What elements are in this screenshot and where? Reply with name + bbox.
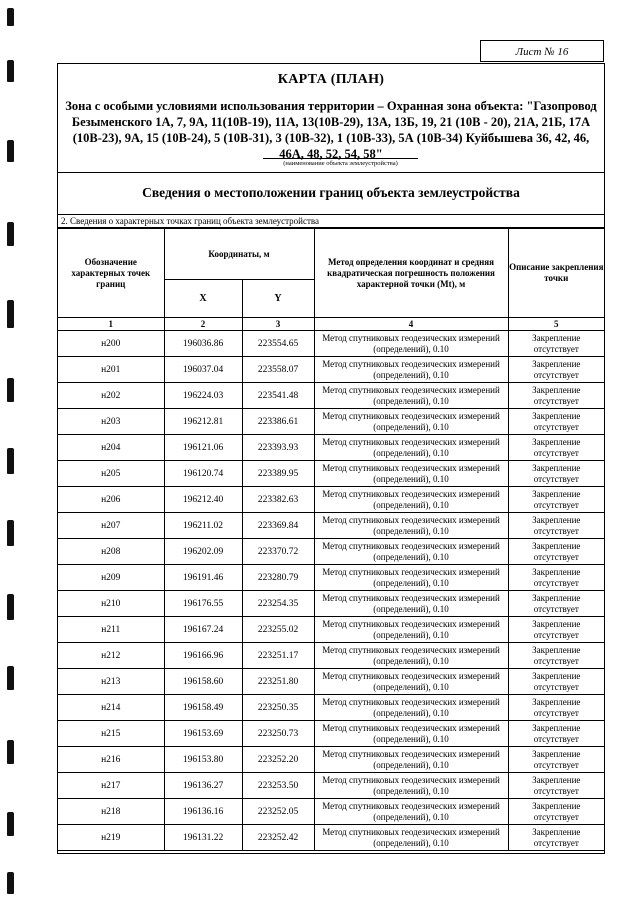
cell-point: н205 <box>58 461 164 487</box>
cell-point: н202 <box>58 383 164 409</box>
cell-method: Метод спутниковых геодезических измерений (определений), 0.10 <box>314 435 508 461</box>
table-row <box>58 643 604 669</box>
subsection-title: 2. Сведения о характерных точках границ объекта землеустройства <box>58 215 604 228</box>
cell-x: 196211.02 <box>164 513 242 539</box>
header-x: X <box>164 280 242 318</box>
cell-x: 196176.55 <box>164 591 242 617</box>
points-table-body <box>58 331 604 851</box>
column-index: 5 <box>508 318 604 331</box>
cell-y: 223554.65 <box>242 331 314 357</box>
cell-x: 196136.16 <box>164 799 242 825</box>
cell-point: н217 <box>58 773 164 799</box>
cell-method: Метод спутниковых геодезических измерений (определений), 0.10 <box>314 669 508 695</box>
binding-mark <box>7 740 14 764</box>
cell-point: н203 <box>58 409 164 435</box>
header-coords: Координаты, м <box>164 229 314 280</box>
cell-x: 196167.24 <box>164 617 242 643</box>
cell-x: 196121.06 <box>164 435 242 461</box>
cell-point: н211 <box>58 617 164 643</box>
cell-description: Закрепление отсутствует <box>508 591 604 617</box>
table-row <box>58 747 604 773</box>
cell-description: Закрепление отсутствует <box>508 487 604 513</box>
table-row <box>58 695 604 721</box>
cell-point: н219 <box>58 825 164 851</box>
column-index: 4 <box>314 318 508 331</box>
cell-description: Закрепление отсутствует <box>508 435 604 461</box>
cell-description: Закрепление отсутствует <box>508 357 604 383</box>
section-title: Сведения о местоположении границ объекта землеустройства <box>58 174 604 215</box>
cell-point: н218 <box>58 799 164 825</box>
cell-description: Закрепление отсутствует <box>508 409 604 435</box>
cell-y: 223393.93 <box>242 435 314 461</box>
sheet-number: Лист № 16 <box>480 40 604 62</box>
table-row <box>58 487 604 513</box>
cell-x: 196158.49 <box>164 695 242 721</box>
table-row <box>58 825 604 851</box>
cell-y: 223541.48 <box>242 383 314 409</box>
binding-mark <box>7 60 14 82</box>
cell-y: 223250.35 <box>242 695 314 721</box>
table-row <box>58 565 604 591</box>
table-row <box>58 669 604 695</box>
binding-mark <box>7 448 14 474</box>
object-caption: (наименование объекта землеустройства) <box>263 158 418 168</box>
cell-x: 196037.04 <box>164 357 242 383</box>
cell-method: Метод спутниковых геодезических измерений (определений), 0.10 <box>314 331 508 357</box>
header-description: Описание закрепления точки <box>508 229 604 318</box>
cell-y: 223280.79 <box>242 565 314 591</box>
cell-description: Закрепление отсутствует <box>508 461 604 487</box>
cell-method: Метод спутниковых геодезических измерений (определений), 0.10 <box>314 617 508 643</box>
cell-method: Метод спутниковых геодезических измерений (определений), 0.10 <box>314 461 508 487</box>
cell-x: 196212.81 <box>164 409 242 435</box>
binding-mark <box>7 666 14 690</box>
cell-description: Закрепление отсутствует <box>508 513 604 539</box>
cell-method: Метод спутниковых геодезических измерений (определений), 0.10 <box>314 825 508 851</box>
column-index: 3 <box>242 318 314 331</box>
table-row <box>58 591 604 617</box>
cell-y: 223251.17 <box>242 643 314 669</box>
cell-y: 223369.84 <box>242 513 314 539</box>
cell-x: 196224.03 <box>164 383 242 409</box>
binding-mark <box>7 378 14 402</box>
table-row <box>58 383 604 409</box>
cell-point: н215 <box>58 721 164 747</box>
cell-description: Закрепление отсутствует <box>508 669 604 695</box>
cell-method: Метод спутниковых геодезических измерений (определений), 0.10 <box>314 487 508 513</box>
cell-point: н207 <box>58 513 164 539</box>
cell-method: Метод спутниковых геодезических измерений (определений), 0.10 <box>314 643 508 669</box>
cell-method: Метод спутниковых геодезических измерений (определений), 0.10 <box>314 357 508 383</box>
cell-method: Метод спутниковых геодезических измерений (определений), 0.10 <box>314 513 508 539</box>
cell-description: Закрепление отсутствует <box>508 539 604 565</box>
header-method: Метод определения координат и средняя квадратическая погрешность положения характерной точки (Mt), м <box>314 229 508 318</box>
cell-y: 223370.72 <box>242 539 314 565</box>
cell-description: Закрепление отсутствует <box>508 825 604 851</box>
table-row <box>58 799 604 825</box>
cell-point: н214 <box>58 695 164 721</box>
cell-y: 223251.80 <box>242 669 314 695</box>
points-table <box>58 228 604 851</box>
cell-description: Закрепление отсутствует <box>508 617 604 643</box>
table-row <box>58 435 604 461</box>
cell-point: н209 <box>58 565 164 591</box>
cell-point: н216 <box>58 747 164 773</box>
cell-point: н206 <box>58 487 164 513</box>
cell-method: Метод спутниковых геодезических измерений (определений), 0.10 <box>314 383 508 409</box>
cell-y: 223389.95 <box>242 461 314 487</box>
cell-point: н212 <box>58 643 164 669</box>
cell-method: Метод спутниковых геодезических измерений (определений), 0.10 <box>314 695 508 721</box>
cell-method: Метод спутниковых геодезических измерений (определений), 0.10 <box>314 721 508 747</box>
cell-x: 196202.09 <box>164 539 242 565</box>
table-row <box>58 409 604 435</box>
binding-mark <box>7 222 14 246</box>
binding-mark <box>7 140 14 162</box>
binding-mark <box>7 8 14 26</box>
document-header <box>58 64 604 173</box>
cell-description: Закрепление отсутствует <box>508 747 604 773</box>
document-subtitle: Зона с особыми условиями использования территории – Охранная зона объекта: "Газопровод Безыменского 1А, 7, 9А, 11(10В-19), 11А, 13(10В-29), 13А, 13Б, 19, 21 (10В - 20), 21А, 21Б, 17А (10В-23), 9А, 15 (10В-24), 5 (10В-31), 3 (10В-32), 1 (10В-33), 5А (10В-34) Куйбышева 36, 42, 46, 46А, 48, 52, 54, 58" <box>65 99 597 161</box>
cell-y: 223250.73 <box>242 721 314 747</box>
cell-description: Закрепление отсутствует <box>508 643 604 669</box>
cell-y: 223558.07 <box>242 357 314 383</box>
table-row <box>58 331 604 357</box>
cell-method: Метод спутниковых геодезических измерений (определений), 0.10 <box>314 591 508 617</box>
cell-x: 196131.22 <box>164 825 242 851</box>
cell-y: 223252.42 <box>242 825 314 851</box>
cell-point: н208 <box>58 539 164 565</box>
cell-description: Закрепление отсутствует <box>508 565 604 591</box>
cell-y: 223255.02 <box>242 617 314 643</box>
cell-description: Закрепление отсутствует <box>508 799 604 825</box>
table-row <box>58 773 604 799</box>
header-point: Обозначение характерных точек границ <box>58 229 164 318</box>
cell-method: Метод спутниковых геодезических измерений (определений), 0.10 <box>314 409 508 435</box>
document-frame <box>57 63 605 854</box>
cell-description: Закрепление отсутствует <box>508 695 604 721</box>
cell-y: 223252.05 <box>242 799 314 825</box>
table-row <box>58 513 604 539</box>
cell-description: Закрепление отсутствует <box>508 721 604 747</box>
cell-point: н200 <box>58 331 164 357</box>
cell-x: 196212.40 <box>164 487 242 513</box>
cell-x: 196120.74 <box>164 461 242 487</box>
cell-point: н204 <box>58 435 164 461</box>
document-title: КАРТА (ПЛАН) <box>277 72 385 87</box>
cell-y: 223252.20 <box>242 747 314 773</box>
cell-point: н201 <box>58 357 164 383</box>
table-row <box>58 357 604 383</box>
cell-x: 196153.69 <box>164 721 242 747</box>
column-index: 1 <box>58 318 164 331</box>
cell-x: 196191.46 <box>164 565 242 591</box>
cell-y: 223253.50 <box>242 773 314 799</box>
table-row <box>58 461 604 487</box>
binding-mark <box>7 520 14 546</box>
cell-method: Метод спутниковых геодезических измерений (определений), 0.10 <box>314 799 508 825</box>
cell-x: 196136.27 <box>164 773 242 799</box>
binding-holes <box>0 0 30 905</box>
cell-description: Закрепление отсутствует <box>508 773 604 799</box>
table-row <box>58 721 604 747</box>
cell-y: 223382.63 <box>242 487 314 513</box>
binding-mark <box>7 872 14 894</box>
table-row <box>58 539 604 565</box>
cell-point: н213 <box>58 669 164 695</box>
cell-method: Метод спутниковых геодезических измерений (определений), 0.10 <box>314 747 508 773</box>
cell-x: 196036.86 <box>164 331 242 357</box>
cell-description: Закрепление отсутствует <box>508 331 604 357</box>
cell-method: Метод спутниковых геодезических измерений (определений), 0.10 <box>314 565 508 591</box>
cell-description: Закрепление отсутствует <box>508 383 604 409</box>
cell-x: 196166.96 <box>164 643 242 669</box>
binding-mark <box>7 812 14 836</box>
cell-point: н210 <box>58 591 164 617</box>
cell-x: 196153.80 <box>164 747 242 773</box>
column-index: 2 <box>164 318 242 331</box>
cell-method: Метод спутниковых геодезических измерений (определений), 0.10 <box>314 773 508 799</box>
cell-y: 223254.35 <box>242 591 314 617</box>
binding-mark <box>7 594 14 620</box>
header-y: Y <box>242 280 314 318</box>
table-row <box>58 617 604 643</box>
cell-x: 196158.60 <box>164 669 242 695</box>
cell-method: Метод спутниковых геодезических измерений (определений), 0.10 <box>314 539 508 565</box>
binding-mark <box>7 300 14 328</box>
cell-y: 223386.61 <box>242 409 314 435</box>
